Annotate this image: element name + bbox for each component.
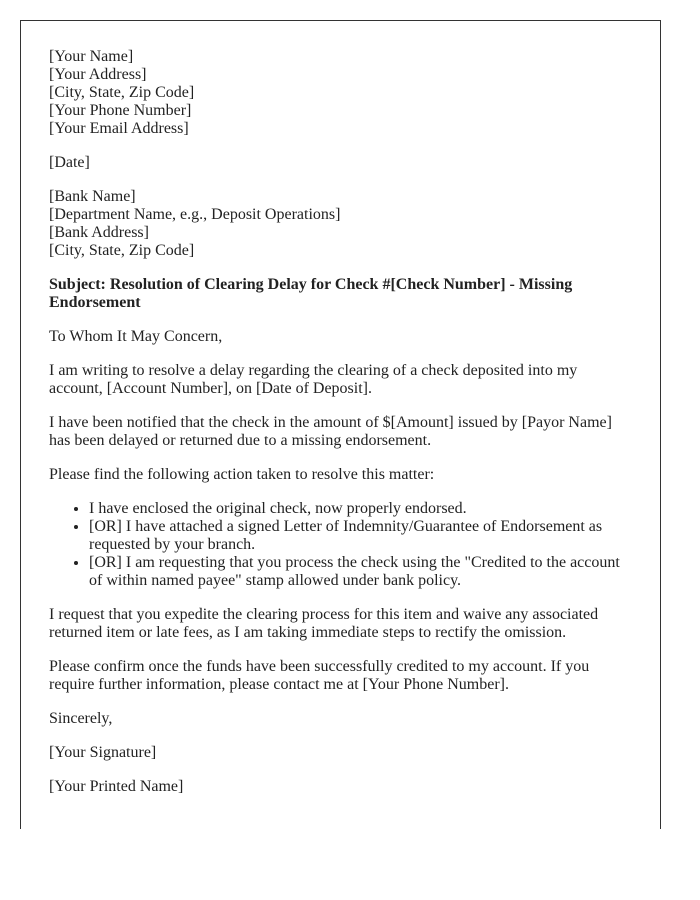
sender-address: [Your Address] [49, 66, 147, 83]
letter-page [20, 20, 661, 829]
action-item: • [OR] I have attached a signed Letter of Indemnity/Guarantee of Endorsement as requested by your branch. [89, 518, 632, 554]
letter-date: [Date] [49, 154, 90, 171]
body-paragraph-4: I request that you expedite the clearing process for this item and waive any associated returned item or late fees, as I am taking immediate steps to rectify the omission. [49, 606, 599, 641]
sender-phone: [Your Phone Number] [49, 102, 192, 119]
signature: [Your Signature] [49, 744, 157, 761]
printed-name: [Your Printed Name] [49, 778, 184, 795]
subject-line: Subject: Resolution of Clearing Delay for Check #[Check Number] - Missing Endorsement [49, 276, 573, 311]
sender-block [49, 48, 632, 138]
actions-list [49, 500, 632, 590]
recipient-department: [Department Name, e.g., Deposit Operations] [49, 206, 341, 223]
recipient-city-state-zip: [City, State, Zip Code] [49, 242, 195, 259]
salutation: To Whom It May Concern, [49, 328, 223, 345]
closing: Sincerely, [49, 710, 113, 727]
sender-email: [Your Email Address] [49, 120, 189, 137]
recipient-bank-address: [Bank Address] [49, 224, 149, 241]
recipient-bank-name: [Bank Name] [49, 188, 136, 205]
body-paragraph-2: I have been notified that the check in the amount of $[Amount] issued by [Payor Name] has been delayed or returned due to a missing endorsement. [49, 414, 612, 449]
body-paragraph-1: I am writing to resolve a delay regarding the clearing of a check deposited into my account, [Account Number], on [Date of Deposit]. [49, 362, 578, 397]
body-paragraph-3: Please find the following action taken to resolve this matter: [49, 466, 435, 483]
body-paragraph-5: Please confirm once the funds have been successfully credited to my account. If you require further information, please contact me at [Your Phone Number]. [49, 658, 590, 693]
sender-city-state-zip: [City, State, Zip Code] [49, 84, 195, 101]
sender-name: [Your Name] [49, 48, 134, 65]
recipient-block [49, 188, 632, 260]
action-item: • [OR] I am requesting that you process the check using the "Credited to the account of within named payee" stamp allowed under bank policy. [89, 554, 632, 590]
action-item: • I have enclosed the original check, now properly endorsed. [89, 500, 632, 518]
